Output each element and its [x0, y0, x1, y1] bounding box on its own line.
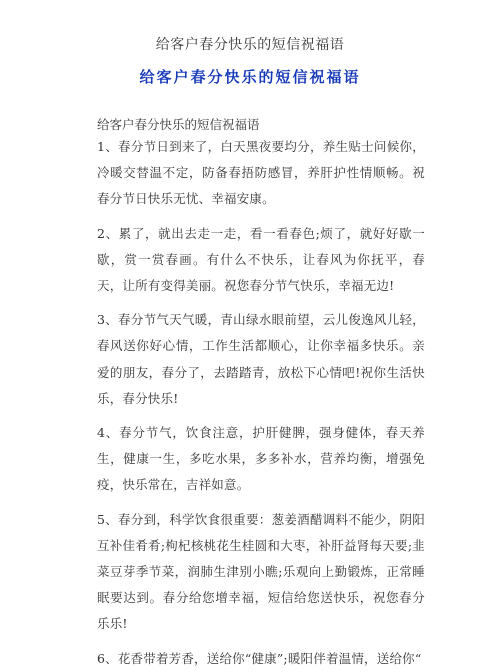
paragraph-3: 3、春分节气天气暖，青山绿水眼前望，云儿俊逸风儿轻，春风送你好心情，工作生活都顺心，让你幸福多快乐。亲爱的朋友，春分了，去踏踏青，放松下心情吧!祝你生活快乐，春分快乐! — [97, 312, 425, 406]
document-heading: 给客户春分快乐的短信祝福语 — [139, 68, 361, 86]
paragraph-2: 2、累了，就出去走一走，看一看春色;烦了，就好好歇一歇，赏一赏春画。有什么不快乐，让春风为你抚平，春天，让所有变得美丽。祝您春分节气快乐，幸福无边! — [97, 225, 425, 294]
paragraph-4: 4、春分节气，饮食注意，护肝健脾，强身健体，春天养生，健康一生，多吃水果，多多补水，营养均衡，增强免疫，快乐常在，吉祥如意。 — [97, 425, 425, 493]
document-body — [97, 134, 425, 672]
document-title: 给客户春分快乐的短信祝福语 — [155, 37, 345, 53]
paragraph-1: 1、春分节日到来了，白天黑夜要均分，养生贴士问候你，冷暖交替温不定，防备春捂防感冒，养肝护性情顺畅。祝春分节日快乐无忧、幸福安康。 — [97, 139, 425, 207]
paragraph-5: 5、春分到，科学饮食很重要：葱姜酒醋调料不能少，阴阳互补佳肴肴;枸杞核桃花生桂圆和大枣，补肝益肾每天要;韭菜豆芽季节菜，润肺生津别小瞧;乐观向上勤锻炼，正常睡眠要达到。春分给您增幸福，短信给您送快乐，祝您春分乐乐! — [97, 511, 425, 632]
document-subtitle: 给客户春分快乐的短信祝福语 — [97, 117, 260, 132]
paragraph-6: 6、花香带着芳香，送给你“健康”;暖阳伴着温情，送给你“ — [97, 650, 422, 666]
